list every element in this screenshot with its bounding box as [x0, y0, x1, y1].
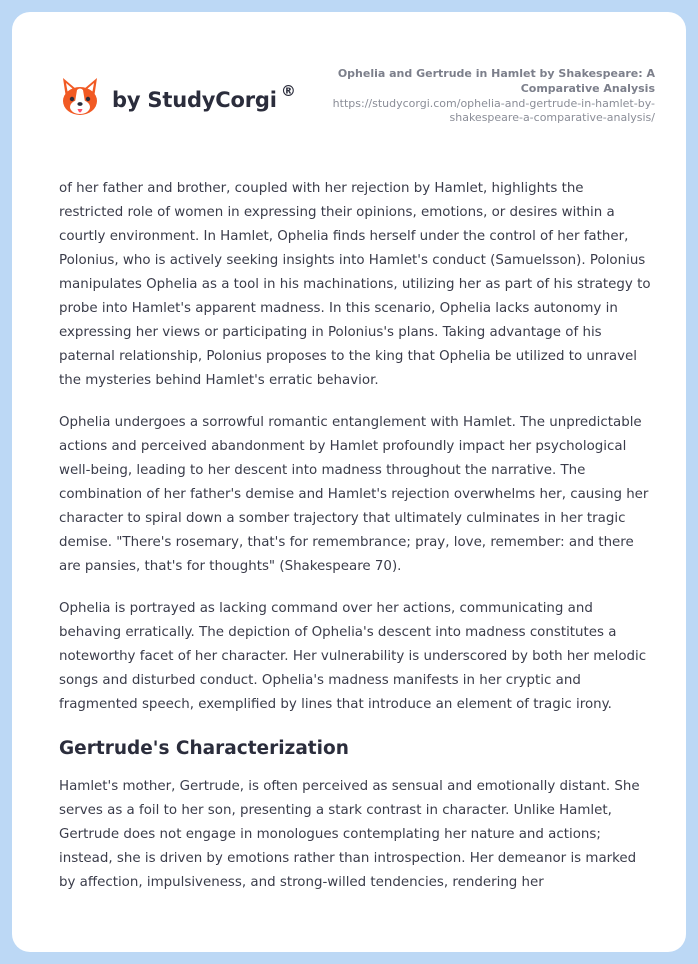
- brand-name: by StudyCorgi ®: [112, 82, 296, 112]
- document-url[interactable]: https://studycorgi.com/ophelia-and-gertrude-in-hamlet-by-shakespeare-a-comparative-analysis/: [332, 97, 655, 124]
- body-paragraph: of her father and brother, coupled with her rejection by Hamlet, highlights the restricted role of women in expressing their opinions, emotions, or desires within a courtly environment. In Hamlet, Ophelia finds herself under the control of her father, Polonius, who is actively seeking insights into Hamlet's conduct (Samuelsson). Polonius manipulates Ophelia as a tool in his machinations, utilizing her as part of his strategy to probe into Hamlet's apparent madness. In this scenario, Ophelia lacks autonomy in expressing her views or participating in Polonius's plans. Taking advantage of his paternal relationship, Polonius proposes to the king that Ophelia be utilized to unravel the mysteries behind Hamlet's erratic behavior.: [59, 181, 651, 388]
- body-paragraph: Ophelia undergoes a sorrowful romantic entanglement with Hamlet. The unpredictable actions and perceived abandonment by Hamlet profoundly impact her psychological well-being, leading to her descent into madness throughout the narrative. The combination of her father's demise and Hamlet's rejection overwhelms her, causing her character to spiral down a somber trajectory that ultimately culminates in her tragic demise. "There's rosemary, that's for remembrance; pray, love, remember: and there are pansies, that's for thoughts" (Shakespeare 70).: [59, 415, 649, 574]
- document-title: Ophelia and Gertrude in Hamlet by Shakespeare: A Comparative Analysis: [337, 67, 655, 95]
- section-heading: Gertrude's Characterization: [59, 738, 349, 759]
- document-body: [59, 177, 651, 913]
- document-header: [310, 66, 655, 125]
- body-paragraph: Ophelia is portrayed as lacking command over her actions, communicating and behaving erratically. The depiction of Ophelia's descent into madness constitutes a noteworthy facet of her character. Her vulnerability is underscored by both her melodic songs and disturbed conduct. Ophelia's madness manifests in her cryptic and fragmented speech, exemplified by lines that introduce an element of tragic irony.: [59, 601, 647, 712]
- studycorgi-logo[interactable]: [60, 76, 296, 120]
- body-paragraph: Hamlet's mother, Gertrude, is often perceived as sensual and emotionally distant. She serves as a foil to her son, presenting a stark contrast in character. Unlike Hamlet, Gertrude does not engage in monologues contemplating her nature and actions; instead, she is driven by emotions rather than introspection. Her demeanor is marked by affection, impulsiveness, and strong-willed tendencies, rendering her: [59, 779, 640, 890]
- document-page: [12, 12, 686, 952]
- registered-mark: ®: [280, 82, 296, 100]
- corgi-icon: [60, 76, 100, 120]
